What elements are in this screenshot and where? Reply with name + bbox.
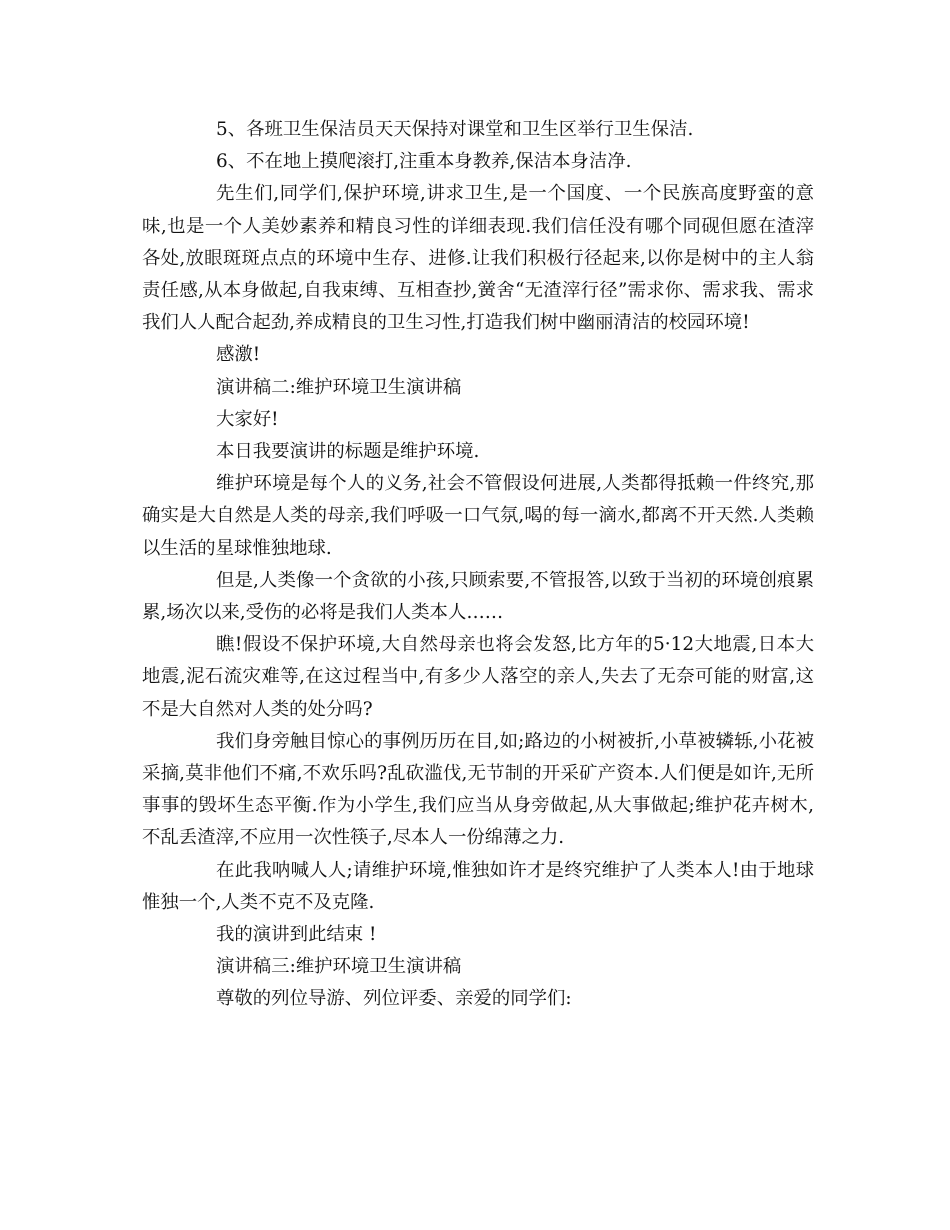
- greeting: 尊敬的列位导游、列位评委、亲爱的同学们:: [216, 988, 572, 1010]
- paragraph: 本日我要演讲的标题是维护环境.: [216, 441, 480, 463]
- paragraph: 先生们,同学们,保护环境,讲求卫生,是一个国度、一个民族高度野蛮的意味,也是一个人美妙素养和精良习性的详细表现.我们信任没有哪个同砚但愿在渣滓各处,放眼斑斑点点的环境中生存、进修.让我们积极行径起来,以你是树中的主人翁责任感,从本身做起,自我束缚、互相查抄,黉舍“无渣滓行径”需求你、需求我、需求我们人人配合起劲,养成精良的卫生习性,打造我们树中幽丽清洁的校园环境!: [142, 183, 814, 334]
- section-heading: 演讲稿二:维护环境卫生演讲稿: [216, 376, 462, 398]
- paragraph: 我的演讲到此结束 !: [216, 924, 377, 946]
- paragraph: 在此我呐喊人人;请维护环境,惟独如许才是终究维护了人类本人!由于地球惟独一个,人类不克不及克隆.: [142, 859, 814, 913]
- greeting: 大家好!: [216, 408, 279, 430]
- section-heading: 演讲稿三:维护环境卫生演讲稿: [216, 956, 462, 978]
- paragraph: 6、不在地上摸爬滚打,注重本身教养,保洁本身洁净.: [216, 151, 632, 173]
- paragraph: 瞧!假设不保护环境,大自然母亲也将会发怒,比方年的5·12大地震,日本大地震,泥石流灾难等,在这过程当中,有多少人落空的亲人,失去了无奈可能的财富,这不是大自然对人类的处分吗?: [142, 634, 814, 720]
- paragraph: 但是,人类像一个贪欲的小孩,只顾索要,不管报答,以致于当初的环境创痕累累,场次以来,受伤的必将是我们人类本人……: [142, 569, 814, 624]
- paragraph: 5、各班卫生保洁员天天保持对课堂和卫生区举行卫生保洁.: [216, 119, 694, 140]
- paragraph: 维护环境是每个人的义务,社会不管假设何进展,人类都得抵赖一件终究,那确实是大自然是人类的母亲,我们呼吸一口气氛,喝的每一滴水,都离不开天然.人类赖以生活的星球惟独地球.: [142, 473, 814, 559]
- paragraph: 我们身旁触目惊心的事例历历在目,如;路边的小树被折,小草被辚轹,小花被采摘,莫非他们不痛,不欢乐吗?乱砍滥伐,无节制的开采矿产资本.人们便是如许,无所事事的毁坏生态平衡.作为小学生,我们应当从身旁做起,从大事做起;维护花卉树木,不乱丢渣滓,不应用一次性筷子,尽本人一份绵薄之力.: [142, 730, 814, 849]
- document-body: [142, 114, 814, 1016]
- paragraph: 感激!: [216, 344, 261, 366]
